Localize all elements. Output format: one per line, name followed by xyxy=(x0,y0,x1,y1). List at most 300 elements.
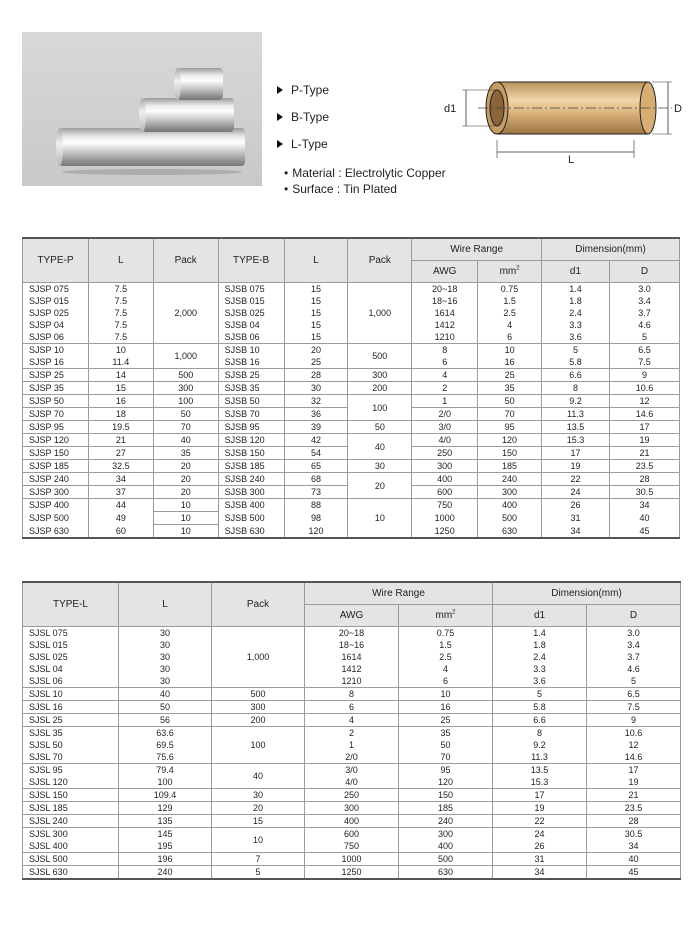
mm2-cell: 150 xyxy=(478,447,542,460)
mm2-cell: 70 xyxy=(478,408,542,421)
type-item xyxy=(277,103,329,130)
awg-cell: 1 xyxy=(412,395,478,408)
material-line: • Material : Electrolytic Copper xyxy=(284,166,446,180)
th-l: L xyxy=(284,238,348,283)
properties xyxy=(284,165,446,197)
d1-cell: 2.4 xyxy=(542,307,610,319)
th-mm2: $mm^2$ xyxy=(478,261,542,283)
d1-cell: 13.5 xyxy=(493,764,587,777)
pack-cell: 1,000 xyxy=(153,344,218,369)
length-cell: 44 xyxy=(88,499,153,512)
pack-cell: 15 xyxy=(212,815,305,828)
mm2-cell: 0.75 xyxy=(399,627,493,640)
type-b-cell: SJSB 015 xyxy=(218,295,284,307)
pack-cell: 500 xyxy=(348,344,412,369)
length-cell: 30 xyxy=(119,675,212,688)
awg-cell: 300 xyxy=(412,460,478,473)
D-cell: 28 xyxy=(609,473,679,486)
d1-cell: 24 xyxy=(542,486,610,499)
type-l-cell: SJSL 06 xyxy=(23,675,119,688)
D-cell: 3.4 xyxy=(587,639,681,651)
d1-cell: 8 xyxy=(493,727,587,740)
length-cell: 15 xyxy=(88,382,153,395)
D-cell: 28 xyxy=(587,815,681,828)
d1-cell: 1.8 xyxy=(542,295,610,307)
th-pack: Pack xyxy=(348,238,412,283)
pack-cell: 300 xyxy=(153,382,218,395)
table-row xyxy=(23,639,681,651)
sleeve-diagram xyxy=(440,70,690,170)
length-cell: 7.5 xyxy=(88,307,153,319)
D-cell: 9 xyxy=(609,369,679,382)
mm2-cell: 50 xyxy=(478,395,542,408)
awg-cell: 2/0 xyxy=(412,408,478,421)
type-l-cell: SJSL 50 xyxy=(23,739,119,751)
table-row xyxy=(23,382,680,395)
pack-cell: 500 xyxy=(212,688,305,701)
table-row xyxy=(23,460,680,473)
length-cell: 69.5 xyxy=(119,739,212,751)
d1-cell: 15.3 xyxy=(542,434,610,447)
awg-cell: 3/0 xyxy=(412,421,478,434)
type-p-cell: SJSP 400 xyxy=(23,499,89,512)
table-row xyxy=(23,815,681,828)
length-cell: 30 xyxy=(119,627,212,640)
length-cell: 37 xyxy=(88,486,153,499)
table-row xyxy=(23,739,681,751)
p-type-tube xyxy=(177,68,223,100)
d1-cell: 1.4 xyxy=(542,283,610,296)
length-cell: 15 xyxy=(284,283,348,296)
length-cell: 7.5 xyxy=(88,319,153,331)
table-row xyxy=(23,701,681,714)
d1-cell: 11.3 xyxy=(542,408,610,421)
length-cell: 30 xyxy=(119,639,212,651)
D-cell: 23.5 xyxy=(609,460,679,473)
type-b-cell: SJSB 95 xyxy=(218,421,284,434)
table-row xyxy=(23,751,681,764)
type-label: L-Type xyxy=(291,136,328,151)
type-b-cell: SJSB 06 xyxy=(218,331,284,344)
D-cell: 3.0 xyxy=(609,283,679,296)
type-l-cell: SJSL 500 xyxy=(23,853,119,866)
type-p-cell: SJSP 240 xyxy=(23,473,89,486)
length-cell: 129 xyxy=(119,802,212,815)
d1-cell: 31 xyxy=(493,853,587,866)
D-cell: 12 xyxy=(609,395,679,408)
d1-cell: 3.6 xyxy=(493,675,587,688)
type-l-cell: SJSL 630 xyxy=(23,866,119,880)
table-row xyxy=(23,764,681,777)
length-cell: 196 xyxy=(119,853,212,866)
table-row xyxy=(23,499,680,512)
d1-cell: 24 xyxy=(493,828,587,841)
D-cell: 3.7 xyxy=(609,307,679,319)
awg-cell: 1250 xyxy=(305,866,399,880)
table-row xyxy=(23,828,681,841)
mm2-cell: 630 xyxy=(478,525,542,539)
D-cell: 40 xyxy=(609,512,679,525)
d1-cell: 17 xyxy=(542,447,610,460)
table-row xyxy=(23,651,681,663)
type-item xyxy=(277,130,329,157)
awg-cell: 6 xyxy=(305,701,399,714)
th-awg: AWG xyxy=(412,261,478,283)
mm2-cell: 300 xyxy=(399,828,493,841)
type-l-cell: SJSL 300 xyxy=(23,828,119,841)
d1-cell: 22 xyxy=(493,815,587,828)
d1-cell: 1.4 xyxy=(493,627,587,640)
awg-cell: 4/0 xyxy=(305,776,399,789)
mm2-cell: 95 xyxy=(478,421,542,434)
l-type-tube xyxy=(59,128,245,166)
mm2-cell: 35 xyxy=(478,382,542,395)
b-type-tube xyxy=(142,98,234,132)
pack-cell: 20 xyxy=(153,460,218,473)
th-l: L xyxy=(119,582,212,627)
D-cell: 7.5 xyxy=(587,701,681,714)
type-p-cell: SJSP 10 xyxy=(23,344,89,357)
type-item xyxy=(277,76,329,103)
length-cell: 109.4 xyxy=(119,789,212,802)
pack-cell: 50 xyxy=(348,421,412,434)
type-l-cell: SJSL 400 xyxy=(23,840,119,853)
mm2-cell: 70 xyxy=(399,751,493,764)
th-dimension: Dimension(mm) xyxy=(542,238,680,261)
D-cell: 3.0 xyxy=(587,627,681,640)
type-l-cell: SJSL 240 xyxy=(23,815,119,828)
type-l-cell: SJSL 35 xyxy=(23,727,119,740)
mm2-cell: 50 xyxy=(399,739,493,751)
type-p-cell: SJSP 630 xyxy=(23,525,89,539)
d1-label: d1 xyxy=(444,103,457,115)
pack-cell: 50 xyxy=(153,408,218,421)
mm2-cell: 240 xyxy=(478,473,542,486)
triangle-bullet-icon xyxy=(277,86,283,94)
mm2-cell: 10 xyxy=(478,344,542,357)
pack-cell: 35 xyxy=(153,447,218,460)
th-mm2: $mm^2$ xyxy=(399,605,493,627)
type-b-cell: SJSB 10 xyxy=(218,344,284,357)
D-cell: 19 xyxy=(609,434,679,447)
type-b-cell: SJSB 16 xyxy=(218,356,284,369)
table-row xyxy=(23,395,680,408)
D-cell: 6.5 xyxy=(587,688,681,701)
d1-cell: 5 xyxy=(493,688,587,701)
D-cell: 5 xyxy=(587,675,681,688)
table-l xyxy=(22,581,681,880)
awg-cell: 1 xyxy=(305,739,399,751)
d1-cell: 3.3 xyxy=(542,319,610,331)
pack-cell: 30 xyxy=(212,789,305,802)
awg-cell: 400 xyxy=(305,815,399,828)
table-row xyxy=(23,714,681,727)
type-l-cell: SJSL 16 xyxy=(23,701,119,714)
awg-cell: 8 xyxy=(412,344,478,357)
table-row xyxy=(23,283,680,296)
mm2-cell: 500 xyxy=(478,512,542,525)
pack-cell: 20 xyxy=(212,802,305,815)
D-cell: 14.6 xyxy=(609,408,679,421)
length-cell: 49 xyxy=(88,512,153,525)
length-cell: 98 xyxy=(284,512,348,525)
awg-cell: 18~16 xyxy=(305,639,399,651)
material-value: Electrolytic Copper xyxy=(344,166,446,180)
awg-cell: 1210 xyxy=(305,675,399,688)
pack-cell: 10 xyxy=(212,828,305,853)
D-cell: 4.6 xyxy=(587,663,681,675)
mm2-cell: 500 xyxy=(399,853,493,866)
awg-cell: 2/0 xyxy=(305,751,399,764)
mm2-cell: 4 xyxy=(399,663,493,675)
type-l-cell: SJSL 70 xyxy=(23,751,119,764)
mm2-cell: 120 xyxy=(478,434,542,447)
length-cell: 20 xyxy=(284,344,348,357)
length-cell: 25 xyxy=(284,356,348,369)
d1-cell: 5.8 xyxy=(493,701,587,714)
length-cell: 28 xyxy=(284,369,348,382)
tube-end xyxy=(56,128,63,166)
D-cell: 17 xyxy=(587,764,681,777)
pack-cell: 40 xyxy=(348,434,412,460)
length-cell: 60 xyxy=(88,525,153,539)
triangle-bullet-icon xyxy=(277,140,283,148)
type-l-cell: SJSL 10 xyxy=(23,688,119,701)
awg-cell: 20~18 xyxy=(412,283,478,296)
awg-cell: 3/0 xyxy=(305,764,399,777)
D-cell: 3.7 xyxy=(587,651,681,663)
triangle-bullet-icon xyxy=(277,113,283,121)
pack-cell: 1,000 xyxy=(212,627,305,688)
length-cell: 30 xyxy=(119,663,212,675)
type-p-cell: SJSP 35 xyxy=(23,382,89,395)
awg-cell: 1614 xyxy=(305,651,399,663)
type-b-cell: SJSB 500 xyxy=(218,512,284,525)
D-label: D xyxy=(674,103,682,115)
length-cell: 75.6 xyxy=(119,751,212,764)
mm2-cell: 400 xyxy=(399,840,493,853)
d1-cell: 19 xyxy=(542,460,610,473)
D-cell: 10.6 xyxy=(609,382,679,395)
type-p-cell: SJSP 150 xyxy=(23,447,89,460)
d1-cell: 2.4 xyxy=(493,651,587,663)
length-cell: 195 xyxy=(119,840,212,853)
mm2-cell: 1.5 xyxy=(478,295,542,307)
awg-cell: 750 xyxy=(412,499,478,512)
mm2-cell: 16 xyxy=(478,356,542,369)
D-cell: 45 xyxy=(609,525,679,539)
th-wire-range: Wire Range xyxy=(305,582,493,605)
awg-cell: 8 xyxy=(305,688,399,701)
type-b-cell: SJSB 400 xyxy=(218,499,284,512)
length-cell: 40 xyxy=(119,688,212,701)
length-cell: 120 xyxy=(284,525,348,539)
awg-cell: 1614 xyxy=(412,307,478,319)
awg-cell: 20~18 xyxy=(305,627,399,640)
type-p-cell: SJSP 95 xyxy=(23,421,89,434)
pack-cell: 10 xyxy=(153,525,218,539)
length-cell: 34 xyxy=(88,473,153,486)
length-cell: 32 xyxy=(284,395,348,408)
pack-cell: 10 xyxy=(153,512,218,525)
type-l-cell: SJSL 025 xyxy=(23,651,119,663)
table-row xyxy=(23,369,680,382)
d1-cell: 34 xyxy=(493,866,587,880)
awg-cell: 4 xyxy=(305,714,399,727)
L-label: L xyxy=(568,154,575,166)
material-label: Material xyxy=(292,166,335,180)
pack-cell: 100 xyxy=(212,727,305,764)
length-cell: 18 xyxy=(88,408,153,421)
d1-cell: 6.6 xyxy=(542,369,610,382)
tube-end xyxy=(139,98,146,132)
mm2-cell: 4 xyxy=(478,319,542,331)
type-b-cell: SJSB 300 xyxy=(218,486,284,499)
pack-cell: 20 xyxy=(348,473,412,499)
length-cell: 15 xyxy=(284,319,348,331)
type-l-cell: SJSL 075 xyxy=(23,627,119,640)
length-cell: 7.5 xyxy=(88,295,153,307)
type-b-cell: SJSB 25 xyxy=(218,369,284,382)
length-cell: 21 xyxy=(88,434,153,447)
length-cell: 65 xyxy=(284,460,348,473)
surface-label: Surface xyxy=(292,182,334,196)
surface-value: Tin Plated xyxy=(343,182,397,196)
D-cell: 40 xyxy=(587,853,681,866)
d1-cell: 6.6 xyxy=(493,714,587,727)
D-cell: 30.5 xyxy=(609,486,679,499)
length-cell: 54 xyxy=(284,447,348,460)
type-b-cell: SJSB 120 xyxy=(218,434,284,447)
table-row xyxy=(23,776,681,789)
type-p-cell: SJSP 06 xyxy=(23,331,89,344)
table-row xyxy=(23,789,681,802)
th-D: D xyxy=(609,261,679,283)
length-cell: 14 xyxy=(88,369,153,382)
length-cell: 88 xyxy=(284,499,348,512)
type-l-cell: SJSL 04 xyxy=(23,663,119,675)
pack-cell: 200 xyxy=(212,714,305,727)
d1-cell: 1.8 xyxy=(493,639,587,651)
D-cell: 4.6 xyxy=(609,319,679,331)
awg-cell: 6 xyxy=(412,356,478,369)
D-cell: 45 xyxy=(587,866,681,880)
pack-cell: 40 xyxy=(212,764,305,789)
D-cell: 14.6 xyxy=(587,751,681,764)
table-row xyxy=(23,853,681,866)
type-p-cell: SJSP 04 xyxy=(23,319,89,331)
table-row xyxy=(23,802,681,815)
pack-cell: 30 xyxy=(348,460,412,473)
type-l-cell: SJSL 120 xyxy=(23,776,119,789)
length-cell: 39 xyxy=(284,421,348,434)
mm2-cell: 16 xyxy=(399,701,493,714)
mm2-cell: 240 xyxy=(399,815,493,828)
type-b-cell: SJSB 150 xyxy=(218,447,284,460)
pack-cell: 300 xyxy=(348,369,412,382)
type-b-cell: SJSB 075 xyxy=(218,283,284,296)
D-cell: 5 xyxy=(609,331,679,344)
mm2-cell: 95 xyxy=(399,764,493,777)
length-cell: 7.5 xyxy=(88,283,153,296)
length-cell: 145 xyxy=(119,828,212,841)
type-p-cell: SJSP 300 xyxy=(23,486,89,499)
D-cell: 6.5 xyxy=(609,344,679,357)
length-cell: 56 xyxy=(119,714,212,727)
type-l-cell: SJSL 015 xyxy=(23,639,119,651)
length-cell: 68 xyxy=(284,473,348,486)
table-row xyxy=(23,434,680,447)
th-type-b: TYPE-B xyxy=(218,238,284,283)
pack-cell: 70 xyxy=(153,421,218,434)
table-row xyxy=(23,840,681,853)
table-row xyxy=(23,866,681,880)
d1-cell: 26 xyxy=(493,840,587,853)
awg-cell: 1412 xyxy=(305,663,399,675)
type-p-cell: SJSP 25 xyxy=(23,369,89,382)
mm2-cell: 10 xyxy=(399,688,493,701)
length-cell: 50 xyxy=(119,701,212,714)
d1-cell: 9.2 xyxy=(493,739,587,751)
type-b-cell: SJSB 025 xyxy=(218,307,284,319)
type-p-cell: SJSP 500 xyxy=(23,512,89,525)
mm2-cell: 35 xyxy=(399,727,493,740)
length-cell: 42 xyxy=(284,434,348,447)
type-l-cell: SJSL 185 xyxy=(23,802,119,815)
d1-cell: 8 xyxy=(542,382,610,395)
D-cell: 34 xyxy=(609,499,679,512)
mm2-cell: 0.75 xyxy=(478,283,542,296)
D-cell: 12 xyxy=(587,739,681,751)
awg-cell: 750 xyxy=(305,840,399,853)
awg-cell: 600 xyxy=(412,486,478,499)
awg-cell: 400 xyxy=(412,473,478,486)
type-l-cell: SJSL 95 xyxy=(23,764,119,777)
pack-cell: 10 xyxy=(153,499,218,512)
length-cell: 10 xyxy=(88,344,153,357)
pack-cell: 1,000 xyxy=(348,283,412,344)
pack-cell: 20 xyxy=(153,486,218,499)
mm2-cell: 300 xyxy=(478,486,542,499)
mm2-cell: 400 xyxy=(478,499,542,512)
th-type-p: TYPE-P xyxy=(23,238,89,283)
pack-cell: 200 xyxy=(348,382,412,395)
th-D: D xyxy=(587,605,681,627)
mm2-cell: 150 xyxy=(399,789,493,802)
length-cell: 30 xyxy=(119,651,212,663)
D-cell: 9 xyxy=(587,714,681,727)
d1-cell: 9.2 xyxy=(542,395,610,408)
pack-cell: 40 xyxy=(153,434,218,447)
table-row xyxy=(23,473,680,486)
pack-cell: 7 xyxy=(212,853,305,866)
length-cell: 15 xyxy=(284,295,348,307)
length-cell: 7.5 xyxy=(88,331,153,344)
type-list xyxy=(277,76,329,157)
table-row xyxy=(23,421,680,434)
D-cell: 3.4 xyxy=(609,295,679,307)
type-p-cell: SJSP 120 xyxy=(23,434,89,447)
mm2-cell: 185 xyxy=(478,460,542,473)
d1-cell: 11.3 xyxy=(493,751,587,764)
awg-cell: 600 xyxy=(305,828,399,841)
D-cell: 34 xyxy=(587,840,681,853)
awg-cell: 300 xyxy=(305,802,399,815)
D-cell: 10.6 xyxy=(587,727,681,740)
d1-cell: 31 xyxy=(542,512,610,525)
awg-cell: 4/0 xyxy=(412,434,478,447)
mm2-cell: 630 xyxy=(399,866,493,880)
